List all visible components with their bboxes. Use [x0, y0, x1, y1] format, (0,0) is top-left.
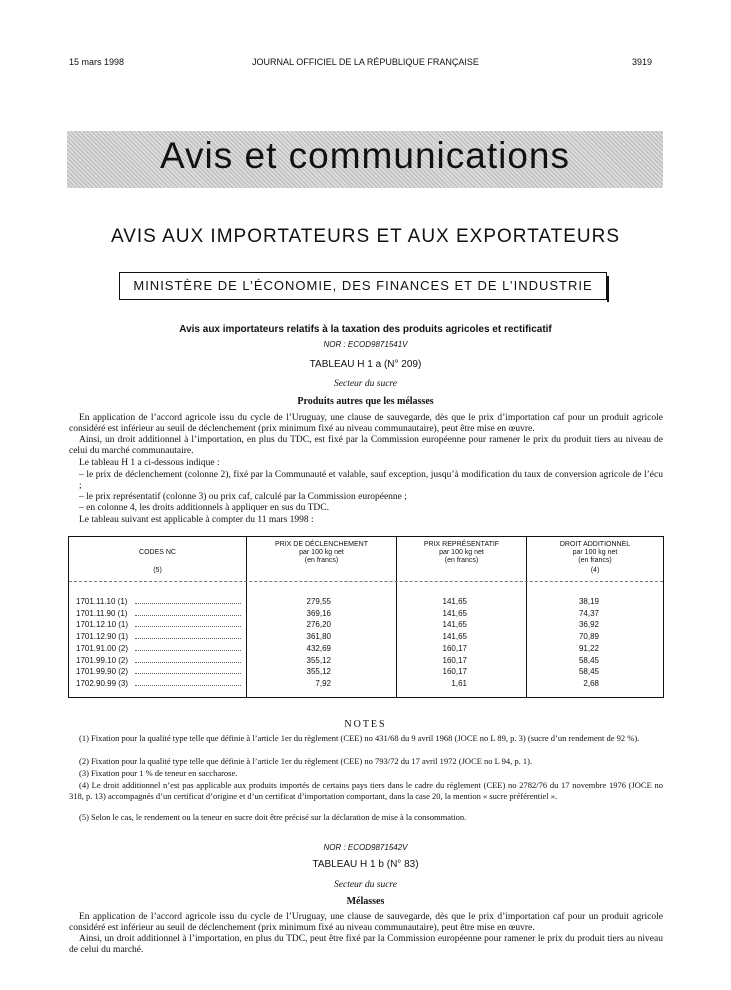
cell-code: 1701.12.90 (1): [76, 632, 129, 642]
cell-trigger-price: 355,12: [306, 655, 331, 665]
notice-title: Avis aux importateurs relatifs à la taxation des produits agricoles et rectificatif: [179, 324, 552, 335]
cell-trigger-price: 432,69: [306, 643, 331, 653]
header-page-number: 3919: [632, 57, 653, 67]
banner-title: Avis et communications: [160, 135, 570, 176]
cell-representative-price: 141,65: [442, 597, 467, 606]
cell-representative-price: 1,61: [451, 678, 467, 688]
dot-leader: [135, 650, 241, 651]
column-header: PRIX DE DÉCLENCHEMENT par 100 kg net (en francs): [275, 541, 368, 564]
column-header: CODES NC (5): [139, 549, 176, 574]
column-header: PRIX REPRÉSENTATIF par 100 kg net (en francs): [423, 541, 500, 564]
cell-additional-duty: 58,45: [578, 667, 599, 677]
paragraph: En application de l’accord agricole issu du cycle de l’Uruguay, une clause de sauvegarde, dès que le prix d’importation caf pour un produit agricole considéré est inférieur au seuil de déclenchement (prix minimum fixé au niveau communautaire), peut être mise en œuvre.: [69, 912, 663, 933]
cell-code: 1701.99.90 (2): [76, 667, 129, 677]
cell-code: 1701.12.10 (1): [76, 620, 129, 630]
cell-additional-duty: 74,37: [578, 608, 599, 618]
section-banner: [67, 131, 663, 188]
paragraph: Ainsi, un droit additionnel à l’importation, en plus du TDC, est fixé par la Commission européenne pour ramener le prix du produit tiers au niveau de celui du marché communautaire.: [69, 435, 663, 456]
cell-additional-duty: 36,92: [578, 620, 599, 630]
header-date: 15 mars 1998: [69, 57, 125, 67]
note-item: (2) Fixation pour la qualité type telle que définie à l’article 1er du règlement (CEE) no 793/72 du 17 avril 1972 (JOCE no L 94, p. 1).: [79, 756, 533, 766]
subtitle: Mélasses: [346, 896, 385, 907]
paragraph: Le tableau suivant est applicable à compter du 11 mars 1998 :: [79, 515, 314, 525]
header-divider: [69, 581, 663, 582]
cell-additional-duty: 38,19: [578, 597, 599, 606]
nor-reference: NOR : ECOD9871541V: [323, 340, 408, 349]
cell-code: 1701.99.10 (2): [76, 655, 129, 665]
table-title: TABLEAU H 1 a (N° 209): [309, 359, 422, 370]
cell-trigger-price: 355,12: [306, 667, 331, 677]
cell-code: 1702.90.99 (3): [76, 678, 129, 688]
cell-representative-price: 141,65: [442, 632, 467, 642]
dot-leader: [135, 603, 241, 604]
dot-leader: [135, 626, 241, 627]
cell-additional-duty: 70,89: [578, 632, 599, 642]
sector-label: Secteur du sucre: [334, 379, 397, 389]
paragraph: En application de l’accord agricole issu du cycle de l’Uruguay, une clause de sauvegarde, dès que le prix d’importation caf pour un produit agricole considéré est inférieur au seuil de déclenchement (prix minimum fixé au niveau communautaire), peut être mise en œuvre.: [69, 413, 663, 434]
cell-additional-duty: 91,22: [578, 643, 599, 653]
nor-reference: NOR : ECOD9871542V: [323, 843, 408, 852]
paragraph: Le tableau H 1 a ci-dessous indique :: [79, 458, 220, 468]
cell-trigger-price: 276,20: [306, 620, 331, 630]
cell-trigger-price: 369,16: [306, 608, 331, 618]
cell-code: 1701.11.10 (1): [76, 597, 128, 606]
ministry-box: MINISTÈRE DE L’ÉCONOMIE, DES FINANCES ET DE L’INDUSTRIE: [119, 272, 607, 300]
cell-additional-duty: 58,45: [578, 655, 599, 665]
cell-trigger-price: 361,80: [306, 632, 331, 642]
cell-code: 1701.91.00 (2): [76, 643, 129, 653]
table-title: TABLEAU H 1 b (N° 83): [312, 859, 419, 870]
cell-code: 1701.11.90 (1): [76, 608, 128, 618]
cell-representative-price: 160,17: [442, 643, 467, 653]
cell-trigger-price: 279,55: [306, 597, 331, 606]
cell-representative-price: 141,65: [442, 620, 467, 630]
notes-title: NOTES: [344, 719, 387, 730]
note-item: (3) Fixation pour 1 % de teneur en saccharose.: [79, 768, 238, 778]
cell-additional-duty: 2,68: [583, 678, 599, 688]
sector-label: Secteur du sucre: [334, 880, 397, 890]
note-item: (4) Le droit additionnel n’est pas applicable aux produits importés de certains pays tiers dans le cadre du règlement (CEE) no 2782/76 du 17 novembre 1976 (JOCE no 318, p. 13) accompagnés d’un certificat d’origine et d’un certificat d’importation comportant, dans la case 20, la mention « sucre préférentiel ».: [69, 780, 663, 801]
dot-leader: [135, 662, 241, 663]
cell-trigger-price: 7,92: [315, 678, 331, 688]
cell-representative-price: 141,65: [442, 608, 467, 618]
note-item: (1) Fixation pour la qualité type telle que définie à l’article 1er du règlement (CEE) no 431/68 du 9 avril 1968 (JOCE no L 89, p. 3) (sucre d’un rendement de 92 %).: [79, 733, 640, 743]
header-journal: JOURNAL OFFICIEL DE LA RÉPUBLIQUE FRANÇAISE: [252, 57, 479, 67]
dot-leader: [135, 685, 241, 686]
section-title: AVIS AUX IMPORTATEURS ET AUX EXPORTATEURS: [110, 226, 621, 247]
column-header: DROIT ADDITIONNEL par 100 kg net (en francs) (4): [559, 541, 631, 574]
dot-leader: [135, 673, 241, 674]
cell-representative-price: 160,17: [442, 667, 467, 677]
bullet-item: – le prix représentatif (colonne 3) ou prix caf, calculé par la Commission européenne ;: [79, 492, 407, 502]
subtitle: Produits autres que les mélasses: [297, 396, 434, 407]
bullet-item: – le prix de déclenchement (colonne 2), fixé par la Communauté et valable, sauf exception, jusqu’à modification du taux de conversion agricole de l’écu ;: [79, 470, 663, 491]
paragraph: Ainsi, un droit additionnel à l’importation, en plus du TDC, peut être fixé par la Commission européenne pour ramener le prix du produit tiers au niveau de celui du marché.: [69, 934, 663, 955]
note-item: (5) Selon le cas, le rendement ou la teneur en sucre doit être précisé sur la déclaration de mise à la consommation.: [79, 812, 467, 822]
dot-leader: [135, 638, 241, 639]
cell-representative-price: 160,17: [442, 655, 467, 665]
dot-leader: [135, 615, 241, 616]
bullet-item: – en colonne 4, les droits additionnels à appliquer en sus du TDC.: [79, 503, 329, 513]
